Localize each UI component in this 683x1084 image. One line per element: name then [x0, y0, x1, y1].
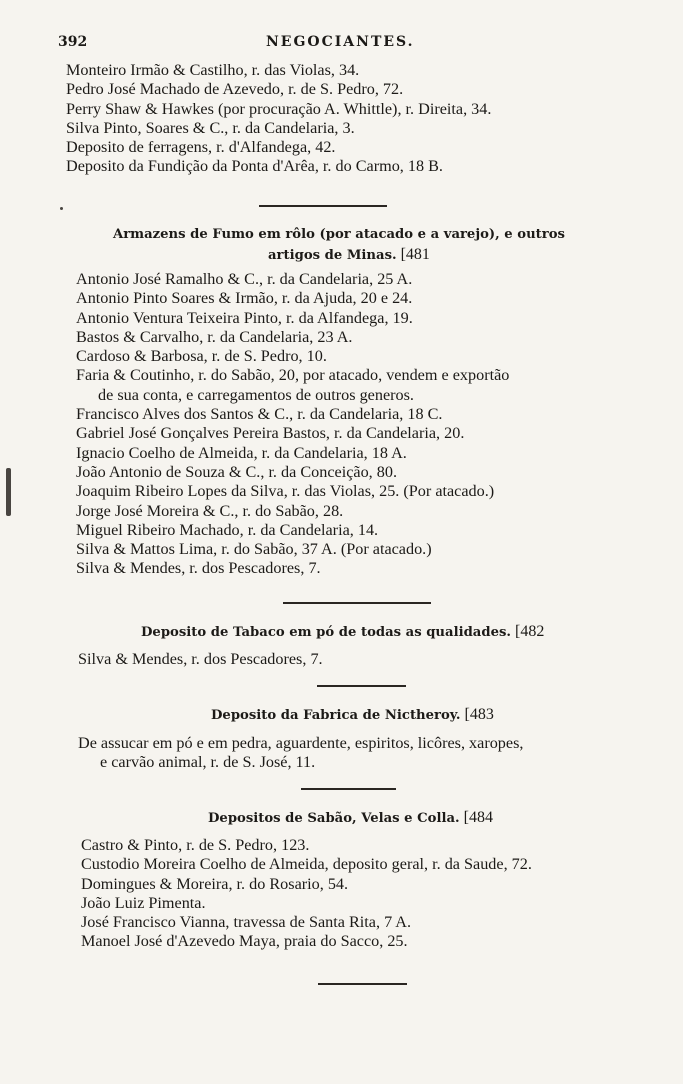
list-item: Faria & Coutinho, r. do Sabão, 20, por atacado, vendem e exportão: [76, 366, 510, 385]
list-item: Perry Shaw & Hawkes (por procuração A. Whittle), r. Direita, 34.: [66, 99, 492, 118]
section-title-481: [113, 225, 565, 245]
list-item: Francisco Alves dos Santos & C., r. da Candelaria, 18 C.: [76, 405, 443, 424]
section-title-484: [208, 808, 493, 829]
list-item-continuation: de sua conta, e carregamentos de outros generos.: [98, 385, 414, 404]
list-item: Antonio Ventura Teixeira Pinto, r. da Alfandega, 19.: [76, 308, 413, 327]
list-item: Bastos & Carvalho, r. da Candelaria, 23 A.: [76, 327, 353, 346]
list-item: Jorge José Moreira & C., r. do Sabão, 28.: [76, 501, 344, 520]
list-item: De assucar em pó e em pedra, aguardente, espiritos, licôres, xaropes,: [78, 734, 524, 752]
list-item: Castro & Pinto, r. de S. Pedro, 123.: [81, 836, 310, 854]
section-483-entries: [78, 734, 683, 773]
list-item: José Francisco Vianna, travessa de Santa Rita, 7 A.: [81, 913, 412, 932]
section-divider: [317, 685, 406, 687]
page-header: [58, 34, 643, 56]
section-title-line: artigos de Minas.: [268, 248, 397, 263]
list-item: Deposito da Fundição da Ponta d'Arêa, r. do Carmo, 18 B.: [66, 157, 443, 176]
list-item: João Luiz Pimenta.: [81, 893, 206, 912]
scan-speck: [60, 207, 63, 210]
section-title-line: Deposito da Fabrica de Nictheroy.: [211, 708, 461, 723]
list-item: Monteiro Irmão & Castilho, r. das Violas, 34.: [66, 61, 360, 79]
section-number: [482: [514, 623, 545, 640]
list-item: João Antonio de Souza & C., r. da Conceição, 80.: [76, 462, 397, 481]
section-title-line: Deposito de Tabaco em pó de todas as qualidades.: [141, 625, 511, 640]
section-484-entries: [81, 836, 683, 952]
list-item: Miguel Ribeiro Machado, r. da Candelaria, 14.: [76, 520, 379, 539]
scan-smudge: [6, 468, 11, 516]
list-item-continuation: e carvão animal, r. de S. José, 11.: [100, 753, 316, 772]
section-title-483: [211, 705, 494, 726]
running-head: NEGOCIANTES.: [266, 34, 415, 50]
section-divider: [318, 983, 407, 985]
list-item: Joaquim Ribeiro Lopes da Silva, r. das Violas, 25. (Por atacado.): [76, 482, 495, 501]
list-item: Silva & Mendes, r. dos Pescadores, 7.: [76, 559, 321, 578]
list-item: Deposito de ferragens, r. d'Alfandega, 42.: [66, 138, 336, 157]
section-481-entries: [76, 270, 683, 579]
list-item: Custodio Moreira Coelho de Almeida, deposito geral, r. da Saude, 72.: [81, 855, 532, 874]
list-item: Cardoso & Barbosa, r. de S. Pedro, 10.: [76, 347, 327, 366]
list-item: Domingues & Moreira, r. do Rosario, 54.: [81, 874, 349, 893]
list-item: Silva Pinto, Soares & C., r. da Candelaria, 3.: [66, 118, 355, 137]
section-divider: [283, 602, 431, 604]
section-title-482: [141, 622, 544, 643]
section-number: [483: [464, 706, 494, 723]
list-item: Manoel José d'Azevedo Maya, praia do Sacco, 25.: [81, 932, 408, 951]
section-title-481-cont: [268, 245, 430, 266]
list-item: Ignacio Coelho de Almeida, r. da Candelaria, 18 A.: [76, 443, 407, 462]
list-item: Silva & Mattos Lima, r. do Sabão, 37 A. (Por atacado.): [76, 540, 432, 559]
section-title-line: Armazens de Fumo em rôlo (por atacado e a varejo), e outros: [113, 227, 565, 242]
section-number: [484: [463, 809, 493, 826]
list-item: Antonio Pinto Soares & Irmão, r. da Ajuda, 20 e 24.: [76, 289, 413, 308]
list-item: Silva & Mendes, r. dos Pescadores, 7.: [78, 650, 323, 668]
list-item: Pedro José Machado de Azevedo, r. de S. Pedro, 72.: [66, 80, 404, 99]
section-divider: [301, 788, 396, 790]
intro-entry-list: [66, 61, 683, 177]
list-item: Gabriel José Gonçalves Pereira Bastos, r. da Candelaria, 20.: [76, 424, 465, 443]
section-title-line: Depositos de Sabão, Velas e Colla.: [208, 811, 460, 826]
list-item: Antonio José Ramalho & C., r. da Candelaria, 25 A.: [76, 270, 413, 288]
section-482-entries: [78, 650, 683, 669]
section-number: [481: [400, 246, 430, 263]
section-divider: [259, 205, 387, 207]
page-number: 392: [58, 34, 88, 50]
